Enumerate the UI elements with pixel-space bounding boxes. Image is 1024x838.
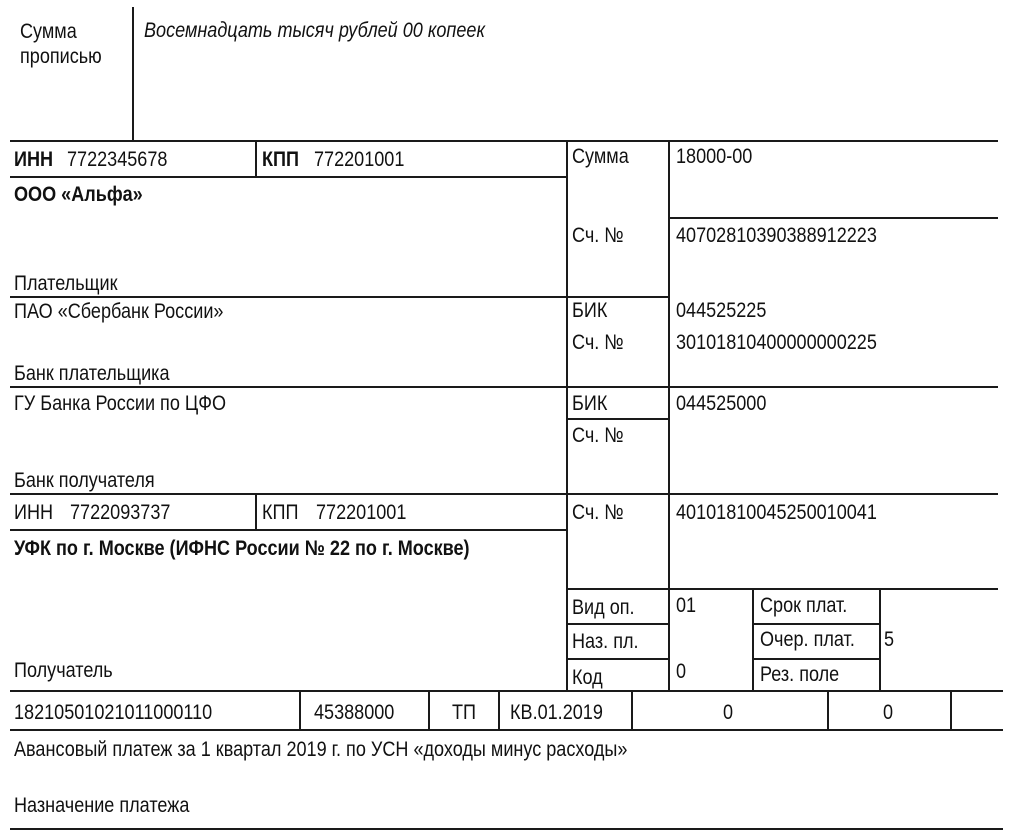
recipient-kpp-label: КПП: [262, 501, 299, 524]
payer-account-label: Сч. №: [572, 224, 624, 247]
payer-bank-caption: Банк плательщика: [14, 362, 170, 385]
payer-name: ООО «Альфа»: [14, 183, 143, 206]
oktmo-value: 45388000: [314, 701, 395, 724]
payer-account-value: 40702810390388912223: [676, 224, 877, 247]
recipient-inn-value: 7722093737: [70, 501, 171, 524]
sum-words-value: Восемнадцать тысяч рублей 00 копеек: [144, 19, 485, 42]
payer-bank-name: ПАО «Сбербанк России»: [14, 300, 224, 323]
recipient-bank-bik-value: 044525000: [676, 392, 767, 415]
recipient-caption: Получатель: [14, 659, 113, 682]
payer-inn-value: 7722345678: [67, 148, 168, 171]
recipient-name: УФК по г. Москве (ИФНС России № 22 по г. Москве): [14, 537, 470, 560]
payer-bank-corr-value: 30101810400000000225: [676, 331, 877, 354]
payer-bank-bik-label: БИК: [572, 299, 608, 322]
recipient-bank-corr-label: Сч. №: [572, 424, 624, 447]
sum-words-label-line1: Сумма: [20, 20, 77, 43]
doc-date-value: 0: [883, 701, 894, 724]
kbk-value: 18210501021011000110: [14, 701, 213, 724]
recipient-inn-label: ИНН: [14, 501, 54, 524]
ocher-label: Очер. плат.: [760, 628, 855, 651]
vid-op-value: 01: [676, 594, 697, 617]
period-value: КВ.01.2019: [510, 701, 603, 724]
kod-label: Код: [572, 666, 603, 689]
payer-inn-label: ИНН: [14, 148, 54, 171]
basis-value: ТП: [452, 701, 477, 724]
purpose-caption: Назначение платежа: [14, 794, 190, 817]
sum-label: Сумма: [572, 145, 629, 168]
recipient-bank-name: ГУ Банка России по ЦФО: [14, 392, 227, 415]
sum-value: 18000-00: [676, 145, 753, 168]
recipient-bank-bik-label: БИК: [572, 392, 608, 415]
ocher-value: 5: [884, 628, 895, 651]
purpose-text: Авансовый платеж за 1 квартал 2019 г. по УСН «доходы минус расходы»: [14, 738, 628, 761]
payer-bank-bik-value: 044525225: [676, 299, 767, 322]
doc-number-value: 0: [723, 701, 734, 724]
vid-op-label: Вид оп.: [572, 596, 635, 619]
payer-kpp-value: 772201001: [314, 148, 405, 171]
payer-bank-corr-label: Сч. №: [572, 331, 624, 354]
payer-caption: Плательщик: [14, 272, 118, 295]
payer-kpp-label: КПП: [262, 148, 299, 171]
recipient-account-value: 40101810045250010041: [676, 501, 877, 524]
srok-label: Срок плат.: [760, 594, 848, 617]
recipient-bank-caption: Банк получателя: [14, 469, 155, 492]
kod-value: 0: [676, 660, 687, 683]
rez-label: Рез. поле: [760, 663, 840, 686]
recipient-kpp-value: 772201001: [316, 501, 407, 524]
sum-words-label-line2: прописью: [20, 45, 102, 68]
recipient-account-label: Сч. №: [572, 501, 624, 524]
naz-pl-label: Наз. пл.: [572, 630, 639, 653]
